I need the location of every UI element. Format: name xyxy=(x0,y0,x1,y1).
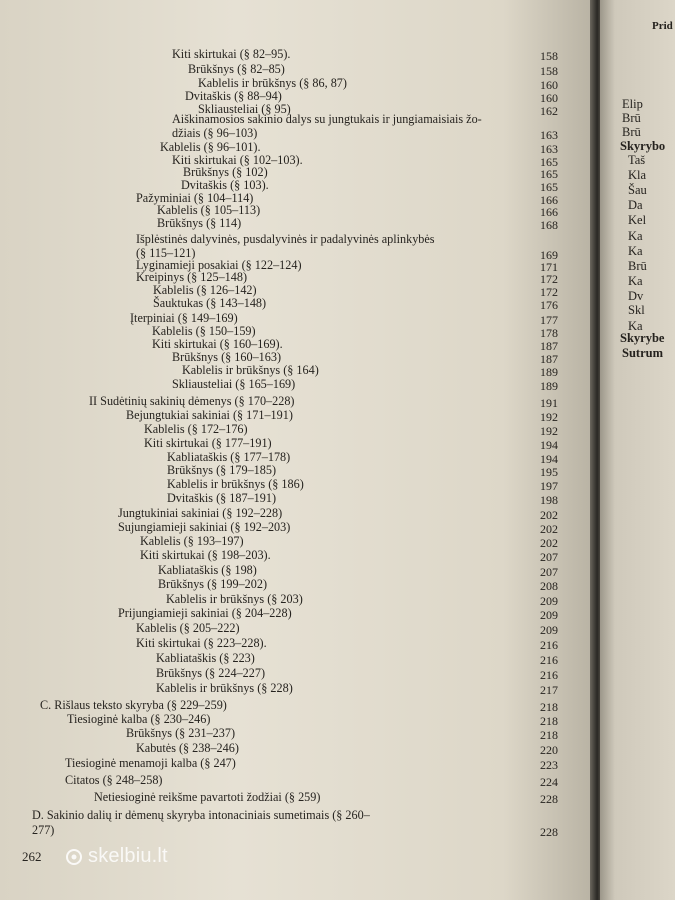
toc-entry xyxy=(172,126,257,140)
toc-entry-page: 224 xyxy=(540,775,558,789)
toc-entry xyxy=(136,232,435,246)
toc-entry-title: Kabliataškis (§ 177–178) xyxy=(167,450,291,464)
toc-entry xyxy=(167,463,276,477)
toc-entry-page: 172 xyxy=(540,285,558,299)
toc-entry xyxy=(152,337,283,351)
toc-entry xyxy=(157,216,241,230)
toc-entry-title: II Sudėtinių sakinių dėmenys (§ 170–228) xyxy=(89,394,295,408)
toc-entry-page: 187 xyxy=(540,352,558,366)
toc-entry-title: džiais (§ 96–103) xyxy=(172,126,258,140)
toc-entry-title: Dvitaškis (§ 88–94) xyxy=(185,89,282,103)
toc-entry-title: D. Sakinio dalių ir dėmenų skyryba intonaciniais sumetimais (§ 260– xyxy=(32,808,370,822)
right-page-line: Prid xyxy=(652,20,673,32)
toc-entry xyxy=(160,140,261,154)
toc-entry-page: 216 xyxy=(540,653,558,667)
toc-entry-page: 160 xyxy=(540,91,558,105)
toc-entry-page: 168 xyxy=(540,218,558,232)
watermark-text: skelbiu.lt xyxy=(88,845,168,867)
toc-entry-title: Kiti skirtukai (§ 102–103). xyxy=(172,153,303,167)
toc-entry-page: 189 xyxy=(540,365,558,379)
toc-entry-title: Aiškinamosios sakinio dalys su jungtukais ir jungiamaisiais žo- xyxy=(172,112,482,126)
toc-entry-page: 165 xyxy=(540,167,558,181)
right-page xyxy=(600,0,675,900)
toc-entry-page: 218 xyxy=(540,700,558,714)
toc-entry-title: Tiesioginė kalba (§ 230–246) xyxy=(67,712,211,726)
toc-entry xyxy=(152,324,256,338)
toc-entry-page: 209 xyxy=(540,594,558,608)
toc-entry-title: (§ 115–121) xyxy=(136,246,196,260)
toc-entry-page: 202 xyxy=(540,508,558,522)
toc-entry-page: 166 xyxy=(540,193,558,207)
toc-entry-title: Kablelis (§ 126–142) xyxy=(153,283,257,297)
toc-entry-page: 209 xyxy=(540,608,558,622)
toc-entry-title: Išplėstinės dalyvinės, pusdalyvinės ir padalyvinės aplinkybės xyxy=(136,232,435,246)
toc-entry-title: Brūkšnys (§ 114) xyxy=(157,216,242,230)
toc-entry-page: 228 xyxy=(540,825,558,839)
toc-entry xyxy=(182,363,319,377)
toc-entry xyxy=(118,606,292,620)
toc-entry-title: Jungtukiniai sakiniai (§ 192–228) xyxy=(118,506,283,520)
toc-entry xyxy=(89,394,294,408)
toc-entry-title: C. Rišlaus teksto skyryba (§ 229–259) xyxy=(40,698,227,712)
toc-entry xyxy=(158,563,257,577)
toc-entry-title: 277) xyxy=(32,823,55,837)
right-page-line: Skl xyxy=(628,303,645,317)
toc-entry-title: Kreipinys (§ 125–148) xyxy=(136,270,248,284)
toc-entry-title: Kiti skirtukai (§ 160–169). xyxy=(152,337,283,351)
toc-entry-title: Bejungtukiai sakiniai (§ 171–191) xyxy=(126,408,293,422)
toc-entry-page: 208 xyxy=(540,579,558,593)
right-page-line: Kla xyxy=(628,168,647,182)
toc-entry-page: 207 xyxy=(540,565,558,579)
toc-entry-page: 192 xyxy=(540,410,558,424)
toc-entry-page: 172 xyxy=(540,272,558,286)
right-page-line: Kel xyxy=(628,213,647,227)
toc-entry-page: 217 xyxy=(540,683,558,697)
toc-entry-page: 158 xyxy=(540,49,558,63)
watermark xyxy=(66,845,168,868)
toc-entry-title: Kablelis (§ 105–113) xyxy=(157,203,261,217)
toc-entry-page: 177 xyxy=(540,313,558,327)
toc-entry xyxy=(181,178,269,192)
toc-entry-title: Kablelis ir brūkšnys (§ 186) xyxy=(167,477,304,491)
toc-entry xyxy=(65,756,236,770)
toc-entry-title: Prijungiamieji sakiniai (§ 204–228) xyxy=(118,606,292,620)
toc-entry-title: Kiti skirtukai (§ 177–191) xyxy=(144,436,272,450)
right-page-line: Brū xyxy=(628,259,647,273)
toc-entry xyxy=(140,548,271,562)
toc-entry-page: 163 xyxy=(540,142,558,156)
toc-entry xyxy=(185,89,282,103)
toc-entry xyxy=(136,741,239,755)
toc-entry xyxy=(32,808,370,822)
toc-entry xyxy=(118,506,282,520)
toc-entry-page: 169 xyxy=(540,248,558,262)
toc-entry-page: 178 xyxy=(540,326,558,340)
toc-entry-title: Citatos (§ 248–258) xyxy=(65,773,163,787)
toc-entry-title: Skliausteliai (§ 95) xyxy=(198,102,291,116)
toc-entry-page: 160 xyxy=(540,78,558,92)
toc-entry-page: 216 xyxy=(540,638,558,652)
right-page-line: Ka xyxy=(628,319,643,333)
toc-entry xyxy=(136,270,247,284)
toc-entry-page: 207 xyxy=(540,550,558,564)
toc-entry xyxy=(166,592,303,606)
toc-entry-title: Brūkšnys (§ 224–227) xyxy=(156,666,266,680)
toc-entry xyxy=(65,773,163,787)
toc-entry-page: 194 xyxy=(540,452,558,466)
toc-entry xyxy=(118,520,290,534)
toc-entry xyxy=(144,422,248,436)
toc-entry xyxy=(94,790,320,804)
toc-entry-page: 198 xyxy=(540,493,558,507)
toc-entry-title: Brūkšnys (§ 160–163) xyxy=(172,350,282,364)
toc-entry-page: 197 xyxy=(540,479,558,493)
toc-entry-page: 195 xyxy=(540,465,558,479)
toc-entry xyxy=(40,698,227,712)
toc-entry-page: 158 xyxy=(540,64,558,78)
right-page-line: Skyrybe xyxy=(620,331,665,345)
toc-entry xyxy=(126,408,293,422)
toc-entry-title: Kablelis ir brūkšnys (§ 164) xyxy=(182,363,319,377)
toc-entry-title: Brūkšnys (§ 199–202) xyxy=(158,577,268,591)
toc-entry-title: Kabliataškis (§ 198) xyxy=(158,563,257,577)
toc-entry xyxy=(167,477,304,491)
toc-entry-title: Kablelis ir brūkšnys (§ 203) xyxy=(166,592,303,606)
toc-entry-page: 162 xyxy=(540,104,558,118)
right-page-line: Brū xyxy=(622,111,641,125)
toc-entry-page: 202 xyxy=(540,522,558,536)
toc-entry-title: Kiti skirtukai (§ 223–228). xyxy=(136,636,267,650)
toc-entry-page: 166 xyxy=(540,205,558,219)
toc-entry-title: Kablelis ir brūkšnys (§ 86, 87) xyxy=(198,76,347,90)
toc-entry-title: Kablelis ir brūkšnys (§ 228) xyxy=(156,681,293,695)
toc-entry xyxy=(167,491,276,505)
toc-entry-page: 165 xyxy=(540,155,558,169)
toc-entry xyxy=(198,76,347,90)
toc-entry-title: Dvitaškis (§ 187–191) xyxy=(167,491,277,505)
toc-entry-title: Kablelis (§ 150–159) xyxy=(152,324,256,338)
toc-entry xyxy=(172,377,295,391)
skelbiu-logo-icon xyxy=(66,849,82,865)
toc-entry xyxy=(67,712,210,726)
right-page-line: Ka xyxy=(628,274,643,288)
toc-entry xyxy=(172,47,290,61)
toc-entry xyxy=(156,681,293,695)
right-page-line: Ka xyxy=(628,229,643,243)
right-page-line: Da xyxy=(628,198,643,212)
toc-entry-title: Pažyminiai (§ 104–114) xyxy=(136,191,254,205)
toc-entry-page: 171 xyxy=(540,260,558,274)
toc-entry xyxy=(156,666,265,680)
toc-entry xyxy=(32,823,54,837)
toc-entry-page: 223 xyxy=(540,758,558,772)
toc-entry-page: 228 xyxy=(540,792,558,806)
toc-entry-title: Skliausteliai (§ 165–169) xyxy=(172,377,296,391)
toc-entry xyxy=(126,726,235,740)
toc-entry-title: Kablelis (§ 172–176) xyxy=(144,422,248,436)
toc-entry-title: Brūkšnys (§ 179–185) xyxy=(167,463,277,477)
toc-entry xyxy=(156,651,255,665)
toc-entry-page: 165 xyxy=(540,180,558,194)
right-page-line: Šau xyxy=(628,183,647,197)
toc-entry-title: Lyginamieji posakiai (§ 122–124) xyxy=(136,258,302,272)
toc-entry-page: 218 xyxy=(540,728,558,742)
right-page-line: Dv xyxy=(628,289,644,303)
right-page-line: Taš xyxy=(628,153,646,167)
toc-entry-title: Kablelis (§ 193–197) xyxy=(140,534,244,548)
toc-entry-page: 176 xyxy=(540,298,558,312)
toc-entry-page: 192 xyxy=(540,424,558,438)
toc-entry-title: Įterpiniai (§ 149–169) xyxy=(130,311,238,325)
toc-entry-page: 218 xyxy=(540,714,558,728)
toc-entry-title: Brūkšnys (§ 231–237) xyxy=(126,726,236,740)
toc-entry xyxy=(136,636,267,650)
toc-entry xyxy=(153,296,266,310)
toc-entry-title: Kabutės (§ 238–246) xyxy=(136,741,239,755)
toc-entry xyxy=(167,450,290,464)
toc-entry-title: Brūkšnys (§ 82–85) xyxy=(188,62,285,76)
toc-entry-page: 202 xyxy=(540,536,558,550)
toc-entry-title: Kablelis (§ 96–101). xyxy=(160,140,261,154)
right-page-line: Elip xyxy=(622,97,643,111)
right-page-line: Ka xyxy=(628,244,643,258)
toc-entry-page: 191 xyxy=(540,396,558,410)
page-number: 262 xyxy=(22,849,42,864)
toc-entry-title: Sujungiamieji sakiniai (§ 192–203) xyxy=(118,520,291,534)
toc-entry-page: 163 xyxy=(540,128,558,142)
toc-entry-page: 216 xyxy=(540,668,558,682)
toc-entry-title: Kablelis (§ 205–222) xyxy=(136,621,240,635)
toc-entry-page: 187 xyxy=(540,339,558,353)
toc-entry-page: 220 xyxy=(540,743,558,757)
toc-entry xyxy=(130,311,238,325)
toc-entry-title: Netiesioginė reikšme pavartoti žodžiai (§ 259) xyxy=(94,790,321,804)
toc-entry xyxy=(144,436,272,450)
right-page-line: Sutrum xyxy=(622,346,663,360)
toc-entry xyxy=(172,112,482,126)
toc-entry xyxy=(158,577,267,591)
toc-entry-title: Šauktukas (§ 143–148) xyxy=(153,296,267,310)
toc-entry xyxy=(183,165,268,179)
right-page-line: Brū xyxy=(622,125,641,139)
toc-entry-page: 209 xyxy=(540,623,558,637)
toc-entry xyxy=(188,62,285,76)
right-page-line: Skyrybo xyxy=(620,139,666,153)
toc-entry xyxy=(172,350,281,364)
toc-entry-title: Kiti skirtukai (§ 82–95). xyxy=(172,47,291,61)
toc-entry-title: Brūkšnys (§ 102) xyxy=(183,165,268,179)
toc-entry-title: Kabliataškis (§ 223) xyxy=(156,651,255,665)
toc-entry-page: 194 xyxy=(540,438,558,452)
toc-entry-title: Tiesioginė menamoji kalba (§ 247) xyxy=(65,756,236,770)
toc-entry xyxy=(157,203,260,217)
toc-entry-page: 189 xyxy=(540,379,558,393)
toc-entry-title: Dvitaškis (§ 103). xyxy=(181,178,269,192)
toc-entry-title: Kiti skirtukai (§ 198–203). xyxy=(140,548,271,562)
toc-entry xyxy=(140,534,244,548)
toc-entry xyxy=(153,283,257,297)
toc-entry xyxy=(136,621,240,635)
